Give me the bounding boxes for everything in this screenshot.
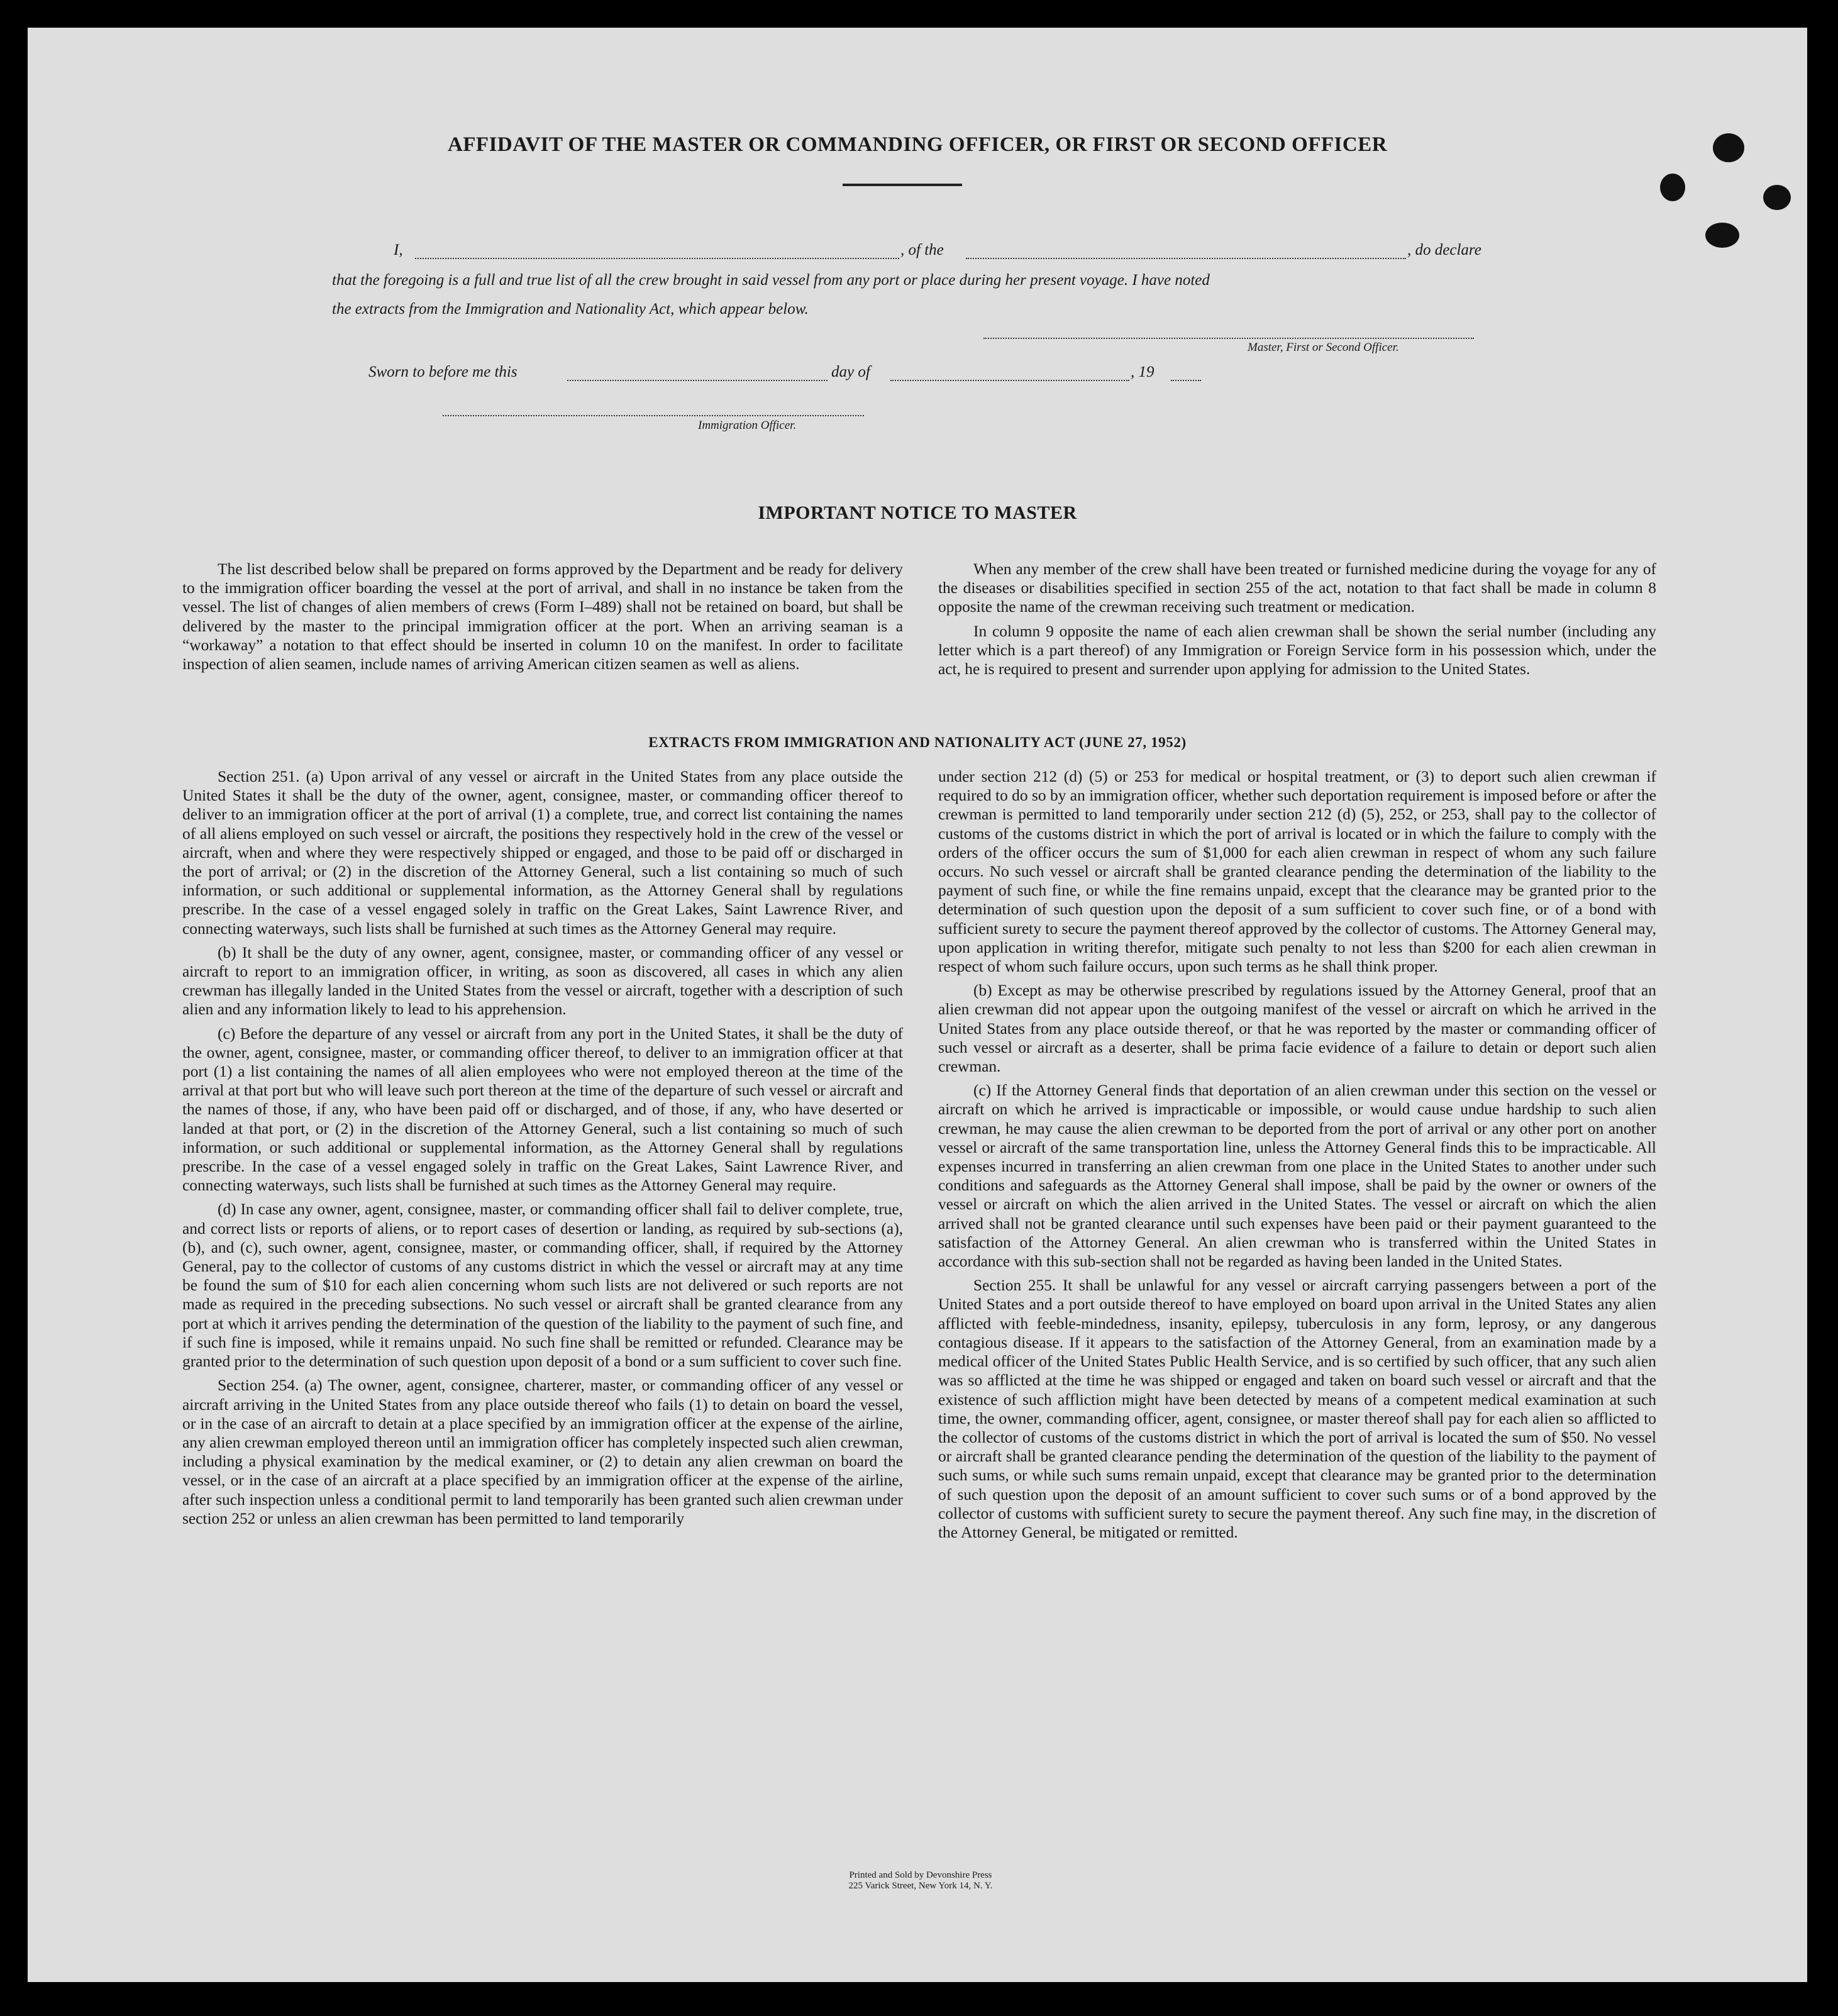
section-254-b: (b) Except as may be otherwise prescribed by regulations issued by the Attorney General, proof that an alien crewman did not appear upon the outgoing manifest of the vessel or aircraft on which he arrived in the United States from any place outside thereof, or that he was reported by the master or commanding officer of such vessel or aircraft as a deserter, shall be prima facie evidence of a failure to detain or deport such alien crewman. (938, 982, 1656, 1076)
declaration-line-2: that the foregoing is a full and true list of all the crew brought in said vessel from any port or place during her present voyage. I have noted (332, 272, 1210, 289)
ink-blot (1705, 223, 1739, 248)
year-blank[interactable] (1171, 380, 1201, 381)
document-page (28, 28, 1807, 1982)
extracts-right-column (938, 767, 1656, 1547)
extracts-title: EXTRACTS FROM IMMIGRATION AND NATIONALITY ACT (JUNE 27, 1952) (648, 734, 1187, 750)
ink-blot (1713, 133, 1744, 162)
declaration-line-3: the extracts from the Immigration and Nationality Act, which appear below. (332, 301, 809, 318)
printer-line-2: 225 Varick Street, New York 14, N. Y. (848, 1881, 993, 1891)
notice-title: IMPORTANT NOTICE TO MASTER (758, 502, 1077, 523)
day-of-label: day of (831, 363, 870, 380)
notice-paragraph: In column 9 opposite the name of each alien crewman shall be shown the serial number (including any letter which is a part thereof) of any Immigration or Foreign Service form in his possession which, under the act, he is required to present and surrender upon applying for admission to the United States. (938, 622, 1656, 678)
section-251-d: (d) In case any owner, agent, consignee, master, or commanding officer shall fail to deliver complete, true, and correct lists or reports of aliens, or to report cases of desertion or landing, as required by sub-sections (a), (b), and (c), such owner, agent, consignee, master, or commanding officer, shall, if required by the Attorney General, pay to the collector of customs of any customs district in which the vessel or aircraft may at any time be found the sum of $10 for each alien concerning whom such lists are not delivered or such reports are not made as required in the preceding subsections. No such vessel or aircraft shall be granted clearance from any port at which it arrives pending the determination of the question of the liability to the payment of such fine, and if such fine is imposed, while it remains unpaid. No such fine shall be remitted or refunded. Clearance may be granted prior to the determination of such question upon deposit of a bond or a sum sufficient to cover such fine. (182, 1200, 903, 1371)
ink-blot (1660, 174, 1685, 201)
section-251-b: (b) It shall be the duty of any owner, agent, consignee, master, or commanding officer of any vessel or aircraft to report to an immigration officer, in writing, as soon as discovered, all cases in which any alien crewman has illegally landed in the United States from the vessel or aircraft, together with a description of such alien and any information likely to lead to his apprehension. (182, 943, 903, 1019)
notice-paragraph: When any member of the crew shall have been treated or furnished medicine during the voyage for any of the diseases or disabilities specified in section 255 of the act, notation to that fact shall be made in column 8 opposite the name of the crewman receiving such treatment or medication. (938, 560, 1656, 616)
section-251-c: (c) Before the departure of any vessel or aircraft from any port in the United States, it shall be the duty of the owner, agent, consignee, master, or commanding officer thereof, to deliver to an immigration officer at that port (1) a list containing the names of all alien employees who were not employed thereon at the time of the arrival at that port but who will leave such port thereon at the time of the departure of such vessel or aircraft and the names of those, if any, who have been paid off or discharged, and of those, if any, who have deserted or landed at that port, or (2) in the discretion of the Attorney General, such a list containing so much of such information, or such additional or supplemental information, as the Attorney General shall by regulations prescribe. In the case of a vessel engaged solely in traffic on the Great Lakes, Saint Lawrence River, and connecting waterways, such lists shall be furnished at such times as the Attorney General may require. (182, 1024, 903, 1195)
master-signature-line[interactable] (983, 338, 1474, 339)
section-255: Section 255. It shall be unlawful for any vessel or aircraft carrying passengers between a port of the United States and a port outside thereof to have employed on board upon arrival in the United States any alien afflicted with feeble-mindedness, insanity, epilepsy, tuberculosis in any form, leprosy, or any dangerous contagious disease. If it appears to the satisfaction of the Attorney General, from an examination made by a medical officer of the United States Public Health Service, and is so certified by such officer, that any such alien was so afflicted at the time he was shipped or engaged and taken on board such vessel or aircraft and that the existence of such affliction might have been detected by means of a competent medical examination at such time, the owner, commanding officer, agent, consignee, or master thereof shall pay for each alien so afflicted to the collector of customs of the customs district in which the port of arrival is located the sum of $50. No vessel or aircraft shall be granted clearance pending the determination of the question of the liability to the payment of such sums, or while such sums remain unpaid, except that clearance may be granted prior to the determination of such question upon the deposit of an amount sufficient to cover such sums or of a bond approved by the collector of customs with sufficient surety to secure the payment thereof. Any such fine may, in the discretion of the Attorney General, be mitigated or remitted. (938, 1277, 1656, 1541)
printer-imprint (745, 1870, 1097, 1891)
vessel-blank[interactable] (966, 258, 1406, 259)
month-blank[interactable] (890, 380, 1129, 381)
sworn-label: Sworn to before me this (368, 363, 518, 380)
section-254-a: Section 254. (a) The owner, agent, consignee, charterer, master, or commanding officer of any vessel or aircraft arriving in the United States from any place outside thereof who fails (1) to detain on board the vessel, or in the case of an aircraft to detain at a place specified by an immigration officer at the expense of the airline, any alien crewman employed thereon until an immigration officer has completely inspected such alien crewman, including a physical examination by the medical examiner, or (2) to detain any alien crewman on board the vessel, or in the case of an aircraft at a place specified by an immigration officer at the expense of the airline, after such inspection unless a conditional permit to land temporarily has been granted such alien crewman under section 252 or unless an alien crewman has been permitted to land temporarily (182, 1376, 903, 1527)
i-label: I, (394, 241, 403, 258)
notice-right-column (938, 560, 1656, 684)
section-251-a: Section 251. (a) Upon arrival of any vessel or aircraft in the United States from any place outside the United States it shall be the duty of the owner, agent, consignee, master, or commanding officer thereof to deliver to an immigration officer at the port of arrival (1) a complete, true, and correct list containing the names of all aliens employed on such vessel or aircraft, the positions they respectively hold in the crew of the vessel or aircraft, when and where they were respectively shipped or engaged, and those to be paid off or discharged in the port of arrival; or (2) in the discretion of the Attorney General, such a list containing so much of such information, or such additional or supplemental information, as the Attorney General shall by regulations prescribe. In the case of a vessel engaged solely in traffic on the Great Lakes, Saint Lawrence River, and connecting waterways, such lists shall be furnished at such times as the Attorney General may require. (182, 768, 903, 938)
section-254-a-continued: under section 212 (d) (5) or 253 for medical or hospital treatment, or (3) to deport such alien crewman if required to do so by an immigration officer, whether such deportation requirement is imposed before or after the crewman is permitted to land temporarily under section 212 (d) (5), 252, or 253, shall pay to the collector of customs of the customs district in which the port of arrival is located or in which the failure to comply with the orders of the officer occurs the sum of $1,000 for each alien crewman in respect of whom any such failure occurs. No such vessel or aircraft shall be granted clearance pending the determination of the liability to the payment of such fine, or while the fine remains unpaid, except that the clearance may be granted prior to the determination of such question upon the deposit of a sum sufficient to cover such fine, or of a bond with sufficient surety to secure the payment thereof approved by the collector of customs. The Attorney General may, upon application in writing therefor, mitigate such penalty to not less than $200 for each alien crewman in respect of whom such failure occurs, upon such terms as he shall think proper. (938, 768, 1656, 976)
immigration-officer-signature-line[interactable] (443, 415, 864, 416)
notice-left-column (182, 560, 903, 678)
day-blank[interactable] (567, 380, 828, 381)
ink-blot (1763, 185, 1791, 210)
extracts-left-column (182, 767, 903, 1533)
title-rule (843, 184, 962, 186)
notice-paragraph: The list described below shall be prepared on forms approved by the Department and be ready for delivery to the immigration officer boarding the vessel at the port of arrival, and shall in no instance be taken from the vessel. The list of changes of alien members of crews (Form I–489) shall not be retained on board, but shall be delivered by the master to the principal immigration officer at the port. When an arriving seaman is a “workaway” a notation to that effect should be inserted in column 10 on the manifest. In order to facilitate inspection of alien seamen, include names of arriving American citizen seamen as well as aliens. (182, 560, 903, 673)
name-blank[interactable] (415, 258, 899, 259)
immigration-officer-caption: Immigration Officer. (698, 419, 797, 432)
master-caption: Master, First or Second Officer. (1248, 341, 1399, 354)
of-the-label: , of the (900, 241, 944, 258)
do-declare-label: , do declare (1407, 241, 1481, 258)
affidavit-title: AFFIDAVIT OF THE MASTER OR COMMANDING OFFICER, OR FIRST OR SECOND OFFICER (447, 133, 1388, 156)
printer-line-1: Printed and Sold by Devonshire Press (849, 1870, 992, 1880)
section-254-c: (c) If the Attorney General finds that deportation of an alien crewman under this section on the vessel or aircraft on which he arrived is impracticable or impossible, or would cause undue hardship to such alien crewman, he may cause the alien crewman to be deported from the port of arrival or any other port on another vessel or aircraft of the same transportation line, unless the Attorney General finds this to be impracticable. All expenses incurred in transferring an alien crewman from one place in the United States to another under such conditions and safeguards as the Attorney General shall impose, shall be paid by the owner or owners of the vessel or aircraft on which the alien arrived in the United States. The vessel or aircraft on which the alien arrived shall not be granted clearance until such expenses have been paid or their payment guaranteed to the satisfaction of the Attorney General. An alien crewman who is transferred within the United States in accordance with this sub-section shall not be regarded as having been landed in the United States. (938, 1082, 1656, 1271)
year-label: , 19 (1131, 363, 1154, 380)
